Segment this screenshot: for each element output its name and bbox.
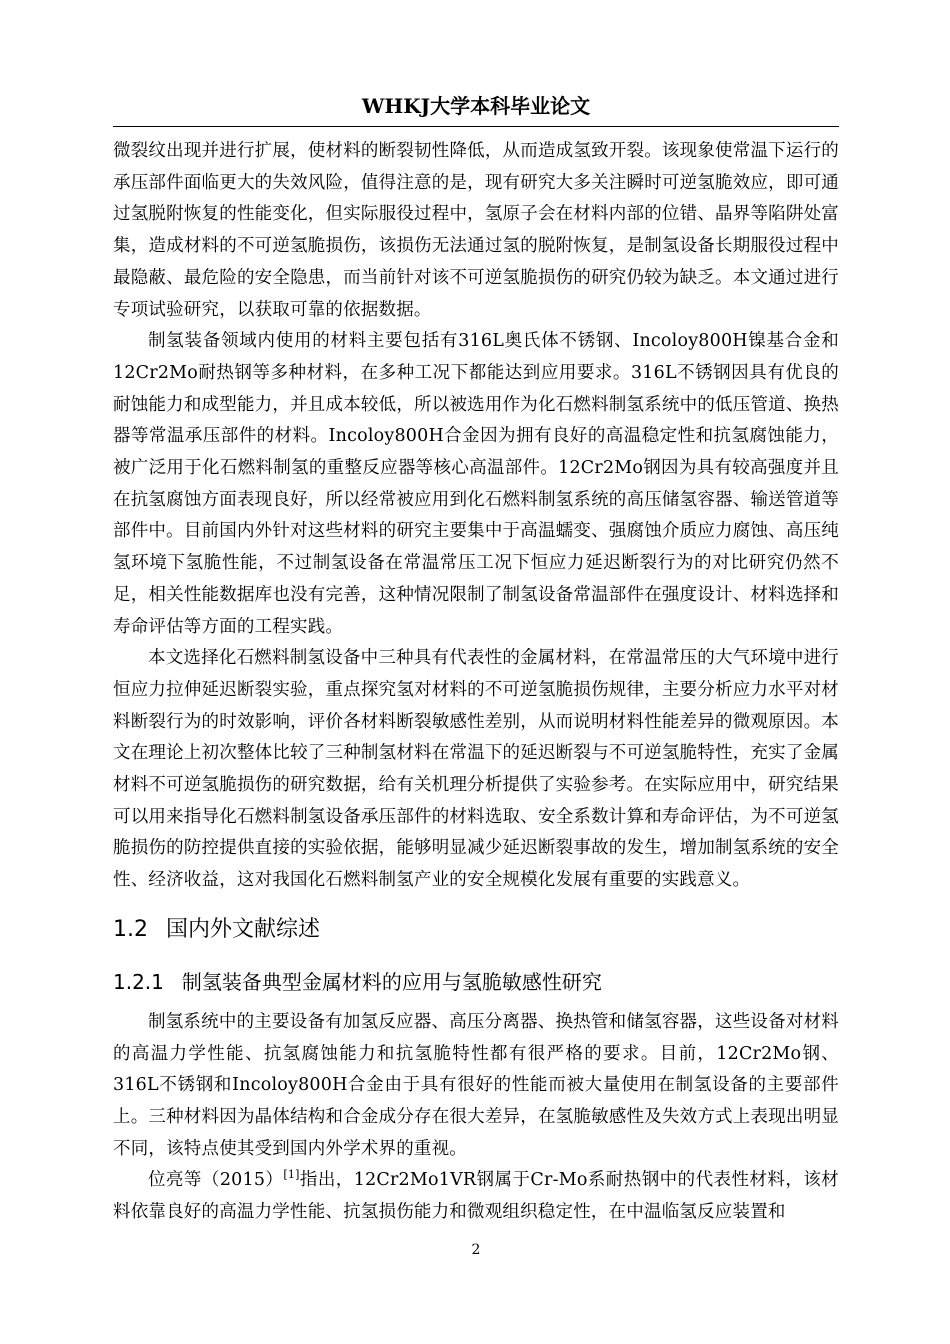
section-title: 国内外文献综述 xyxy=(166,916,321,942)
paragraph-materials: 制氢装备领域内使用的材料主要包括有316L奥氏体不锈钢、Incoloy800H镍基合金和12Cr2Mo耐热钢等多种材料，在多种工况下都能达到应用要求。316L不锈钢因具有优良的耐蚀能力和成型能力，并且成本较低，所以被选用作为化石燃料制氢系统中的低压管道、换热器等常温承压部件的材料。Incoloy800H合金因为拥有良好的高温稳定性和抗氢腐蚀能力，被广泛用于化石燃料制氢的重整反应器等核心高温部件。12Cr2Mo钢因为具有较高强度并且在抗氢腐蚀方面表现良好，所以经常被应用到化石燃料制氢系统的高压储氢容器、输送管道等部件中。目前国内外针对这些材料的研究主要集中于高温蠕变、强腐蚀介质应力腐蚀、高压纯氢环境下氢脆性能，不过制氢设备在常温常压工况下恒应力延迟断裂行为的对比研究仍然不足，相关性能数据库也没有完善，这种情况限制了制氢设备常温部件在强度设计、材料选择和寿命评估等方面的工程实践。 xyxy=(113,331,839,637)
page-header-title: WHKJ大学本科毕业论文 xyxy=(361,94,591,118)
subsection-title: 制氢装备典型金属材料的应用与氢脆敏感性研究 xyxy=(181,969,602,994)
section-heading xyxy=(113,903,839,957)
citation-author: 位亮等（2015） xyxy=(148,1170,284,1191)
paragraph-equipment: 制氢系统中的主要设备有加氢反应器、高压分离器、换热管和储氢容器，这些设备对材料的高温力学性能、抗氢腐蚀能力和抗氢脆特性都有很严格的要求。目前，12Cr2Mo钢、316L不锈钢和Incoloy800H合金由于具有很好的性能而被大量使用在制氢设备的主要部件上。三种材料因为晶体结构和合金成分存在很大差异，在氢脆敏感性及失效方式上表现出明显不同，该特点使其受到国内外学术界的重视。 xyxy=(113,1011,839,1159)
page-body xyxy=(113,136,839,1229)
paragraph-text: 指出，12Cr2Mo1VR钢属于Cr-Mo系耐热钢中的代表性材料，该材料依靠良好的高温力学性能、抗氢损伤能力和微观组织稳定性，在中温临氢反应装置和 xyxy=(113,1170,839,1223)
section-number: 1.2 xyxy=(113,916,148,942)
header-divider xyxy=(113,126,839,127)
subsection-number: 1.2.1 xyxy=(113,969,164,994)
paragraph-continued: 微裂纹出现并进行扩展，使材料的断裂韧性降低，从而造成氢致开裂。该现象使常温下运行的承压部件面临更大的失效风险，值得注意的是，现有研究大多关注瞬时可逆氢脆效应，即可通过氢脱附恢复的性能变化，但实际服役过程中，氢原子会在材料内部的位错、晶界等陷阱处富集，造成材料的不可逆氢脆损伤，该损伤无法通过氢的脱附恢复，是制氢设备长期服役过程中最隐蔽、最危险的安全隐患，而当前针对该不可逆氢脆损伤的研究仍较为缺乏。本文通过进行专项试验研究，以获取可靠的依据数据。 xyxy=(113,141,839,320)
paragraph-literature xyxy=(113,1165,839,1228)
citation-ref[interactable]: [1] xyxy=(283,1168,300,1182)
paragraph-significance: 本文选择化石燃料制氢设备中三种具有代表性的金属材料，在常温常压的大气环境中进行恒应力拉伸延迟断裂实验，重点探究氢对材料的不可逆氢脆损伤规律，主要分析应力水平对材料断裂行为的时效影响，评价各材料断裂敏感性差别，从而说明材料性能差异的微观原因。本文在理论上初次整体比较了三种制氢材料在常温下的延迟断裂与不可逆氢脆特性，充实了金属材料不可逆氢脆损伤的研究数据，给有关机理分析提供了实验参考。在实际应用中，研究结果可以用来指导化石燃料制氢设备承压部件的材料选取、安全系数计算和寿命评估，为不可逆氢脆损伤的防控提供直接的实验依据，能够明显减少延迟断裂事故的发生，增加制氢系统的安全性、经济收益，这对我国化石燃料制氢产业的安全规模化发展有重要的实践意义。 xyxy=(113,648,839,891)
subsection-heading xyxy=(113,957,839,1007)
page-number: 2 xyxy=(471,1242,481,1258)
